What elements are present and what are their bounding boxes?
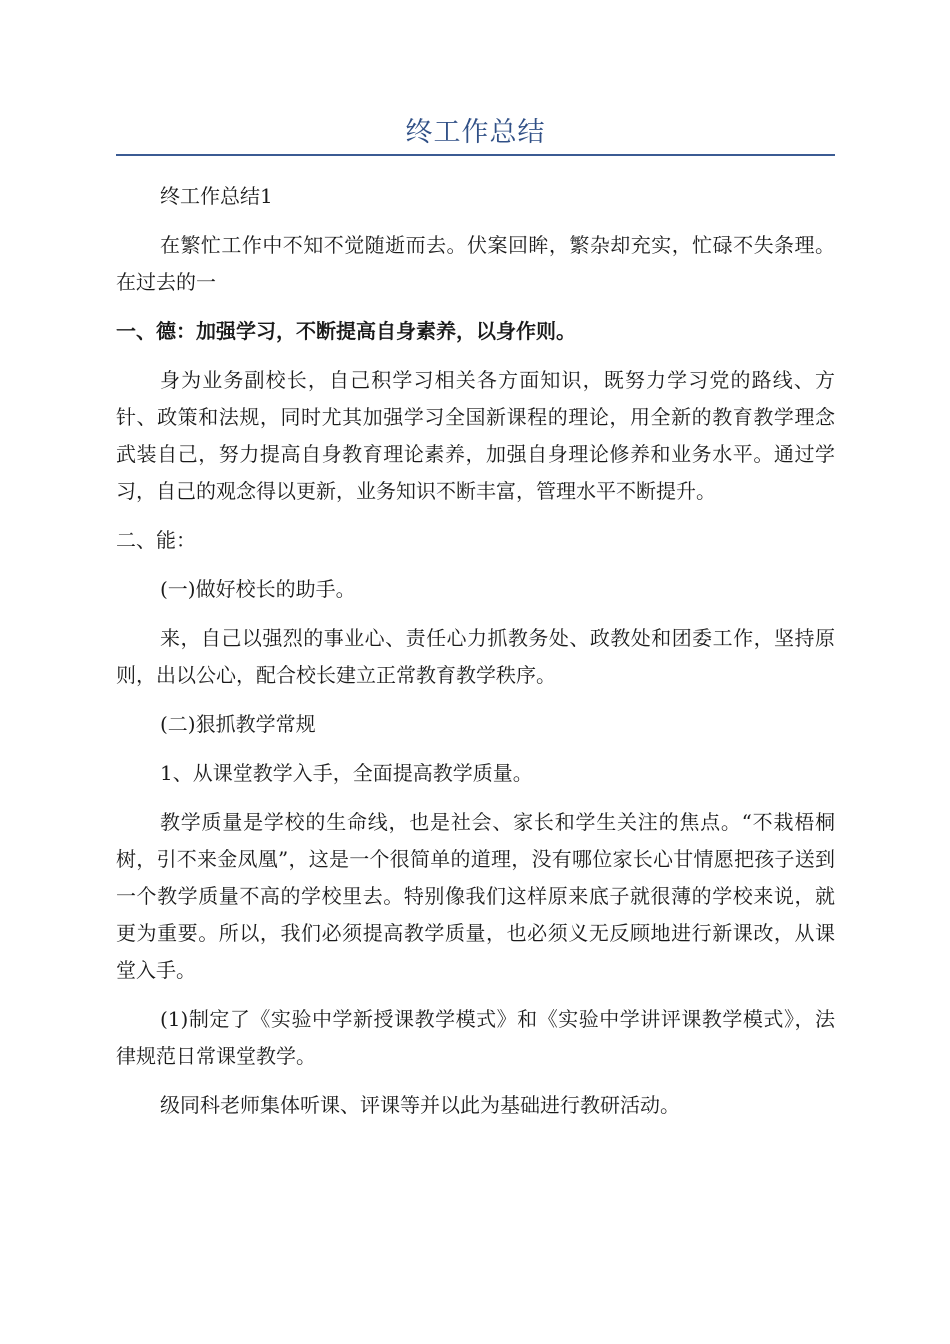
paragraph: 级同科老师集体听课、评课等并以此为基础进行教研活动。	[160, 1093, 680, 1117]
subsection-heading: (二)狠抓教学常规	[160, 712, 316, 736]
title-underline	[116, 154, 835, 156]
subsection-heading: (一)做好校长的助手。	[160, 577, 356, 601]
paragraph: (1)制定了《实验中学新授课教学模式》和《实验中学讲评课教学模式》，法律规范日常课堂教学。	[116, 1007, 835, 1068]
paragraph: 来，自己以强烈的事业心、责任心力抓教务处、政教处和团委工作，坚持原则，出以公心，配合校长建立正常教育教学秩序。	[116, 626, 835, 687]
section-heading: 终工作总结1	[160, 184, 273, 208]
paragraph: 在繁忙工作中不知不觉随逝而去。伏案回眸，繁杂却充实，忙碌不失条理。在过去的一	[116, 233, 835, 294]
list-item: 1、从课堂教学入手，全面提高教学质量。	[160, 761, 533, 785]
document-title: 终工作总结	[405, 117, 546, 148]
paragraph: 身为业务副校长，自己积学习相关各方面知识，既努力学习党的路线、方针、政策和法规，同时尤其加强学习全国新课程的理论，用全新的教育教学理念武装自己，努力提高自身教育理论素养，加强自身理论修养和业务水平。通过学习，自己的观念得以更新，业务知识不断丰富，管理水平不断提升。	[116, 368, 835, 503]
paragraph: 教学质量是学校的生命线，也是社会、家长和学生关注的焦点。“不栽梧桐树，引不来金凤凰”，这是一个很简单的道理，没有哪位家长心甘情愿把孩子送到一个教学质量不高的学校里去。特别像我们这样原来底子就很薄的学校来说，就更为重要。所以，我们必须提高教学质量，也必须义无反顾地进行新课改，从课堂入手。	[116, 810, 835, 982]
document-body	[116, 178, 835, 1124]
bold-heading: 一、德：加强学习，不断提高自身素养，以身作则。	[116, 319, 576, 343]
section-heading: 二、能：	[116, 528, 196, 552]
